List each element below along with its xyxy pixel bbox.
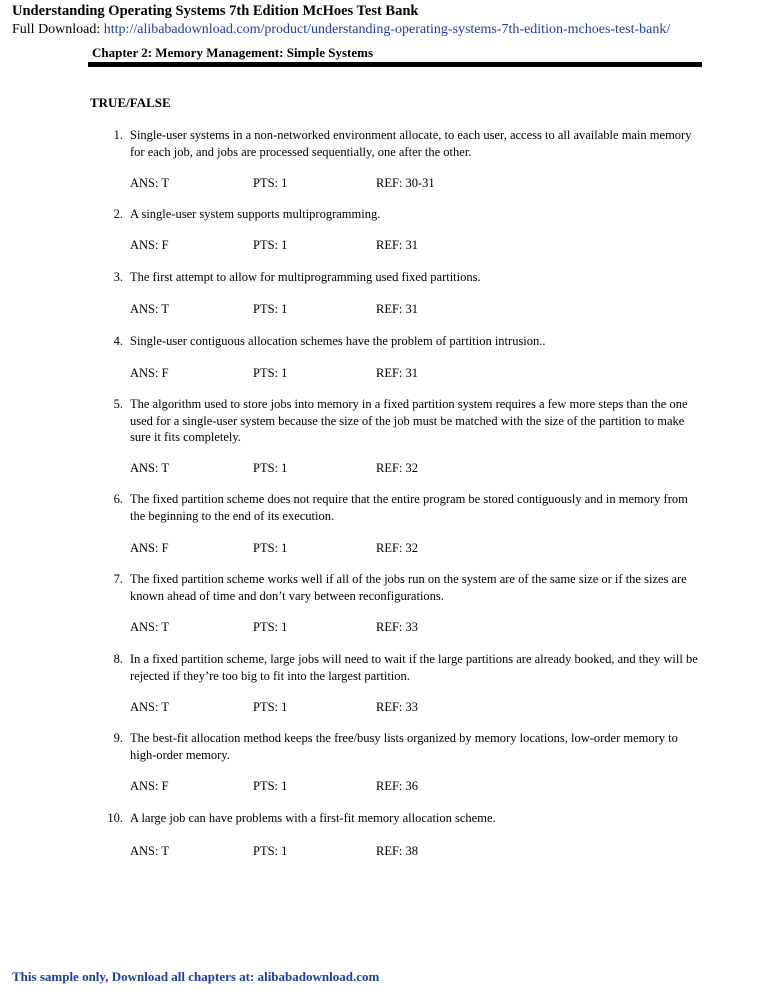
points-value: PTS: 1 <box>253 366 288 380</box>
question-text: The algorithm used to store jobs into memory in a fixed partition system requires a few more steps than the one used for a single-user system because the size of the job must be matched with the size of the partition to make sure it fits completely. <box>130 397 688 444</box>
question-number: 7. <box>113 572 123 586</box>
points-value: PTS: 1 <box>253 461 288 475</box>
question-number: 8. <box>113 652 123 666</box>
question-text: Single-user systems in a non-networked environment allocate, to each user, access to all available main memory for each job, and jobs are processed sequentially, one after the other. <box>130 128 692 159</box>
reference-value: REF: 31 <box>376 238 419 252</box>
question-text: The fixed partition scheme does not require that the entire program be stored contiguously and in memory from the beginning to the end of its execution. <box>130 492 688 523</box>
answer-value: ANS: F <box>130 541 169 555</box>
reference-value: REF: 30-31 <box>376 176 435 190</box>
answer-value: ANS: T <box>130 700 170 714</box>
question-number: 2. <box>113 207 123 221</box>
reference-value: REF: 32 <box>376 461 419 475</box>
question-text: A large job can have problems with a first-fit memory allocation scheme. <box>130 811 496 825</box>
reference-value: REF: 32 <box>376 541 419 555</box>
question-number: 3. <box>113 270 123 284</box>
question-number: 6. <box>113 492 123 506</box>
chapter-heading: Chapter 2: Memory Management: Simple Systems <box>92 45 374 60</box>
section-heading: TRUE/FALSE <box>90 95 171 110</box>
question-text: The best-fit allocation method keeps the free/busy lists organized by memory locations, low-order memory to high-order memory. <box>130 731 678 762</box>
question-number: 9. <box>113 731 123 745</box>
points-value: PTS: 1 <box>253 620 288 634</box>
points-value: PTS: 1 <box>253 302 288 316</box>
answer-value: ANS: T <box>130 176 170 190</box>
reference-value: REF: 38 <box>376 844 419 858</box>
question-number: 1. <box>113 128 123 142</box>
reference-value: REF: 33 <box>376 700 419 714</box>
points-value: PTS: 1 <box>253 176 288 190</box>
reference-value: REF: 31 <box>376 366 419 380</box>
question-number: 4. <box>113 334 123 348</box>
points-value: PTS: 1 <box>253 238 288 252</box>
points-value: PTS: 1 <box>253 700 288 714</box>
question-number: 5. <box>113 397 123 411</box>
question-text: The first attempt to allow for multiprogramming used fixed partitions. <box>130 270 481 284</box>
footer-download-link[interactable]: This sample only, Download all chapters at: alibabadownload.com <box>12 969 380 984</box>
question-text: The fixed partition scheme works well if all of the jobs run on the system are of the same size or if the sizes are known ahead of time and don’t vary between reconfigurations. <box>130 572 687 603</box>
reference-value: REF: 36 <box>376 779 419 793</box>
question-text: Single-user contiguous allocation schemes have the problem of partition intrusion.. <box>130 334 546 348</box>
answer-value: ANS: F <box>130 238 169 252</box>
points-value: PTS: 1 <box>253 779 288 793</box>
question-number: 10. <box>107 811 123 825</box>
answer-value: ANS: T <box>130 844 170 858</box>
answer-value: ANS: T <box>130 302 170 316</box>
question-text: A single-user system supports multiprogramming. <box>130 207 381 221</box>
answer-value: ANS: F <box>130 366 169 380</box>
full-download-line <box>12 22 670 38</box>
answer-value: ANS: T <box>130 620 170 634</box>
points-value: PTS: 1 <box>253 844 288 858</box>
question-text: In a fixed partition scheme, large jobs will need to wait if the large partitions are already booked, and they will be rejected if they’re too big to fit into the largest partition. <box>130 652 698 683</box>
document-title: Understanding Operating Systems 7th Edition McHoes Test Bank <box>12 3 419 19</box>
points-value: PTS: 1 <box>253 541 288 555</box>
reference-value: REF: 33 <box>376 620 419 634</box>
reference-value: REF: 31 <box>376 302 419 316</box>
header-rule <box>88 62 702 67</box>
full-download-link[interactable]: http://alibabadownload.com/product/understanding-operating-systems-7th-edition-mchoes-test-bank/ <box>103 22 671 37</box>
full-download-label: Full Download: <box>12 22 104 37</box>
answer-value: ANS: F <box>130 779 169 793</box>
answer-value: ANS: T <box>130 461 170 475</box>
